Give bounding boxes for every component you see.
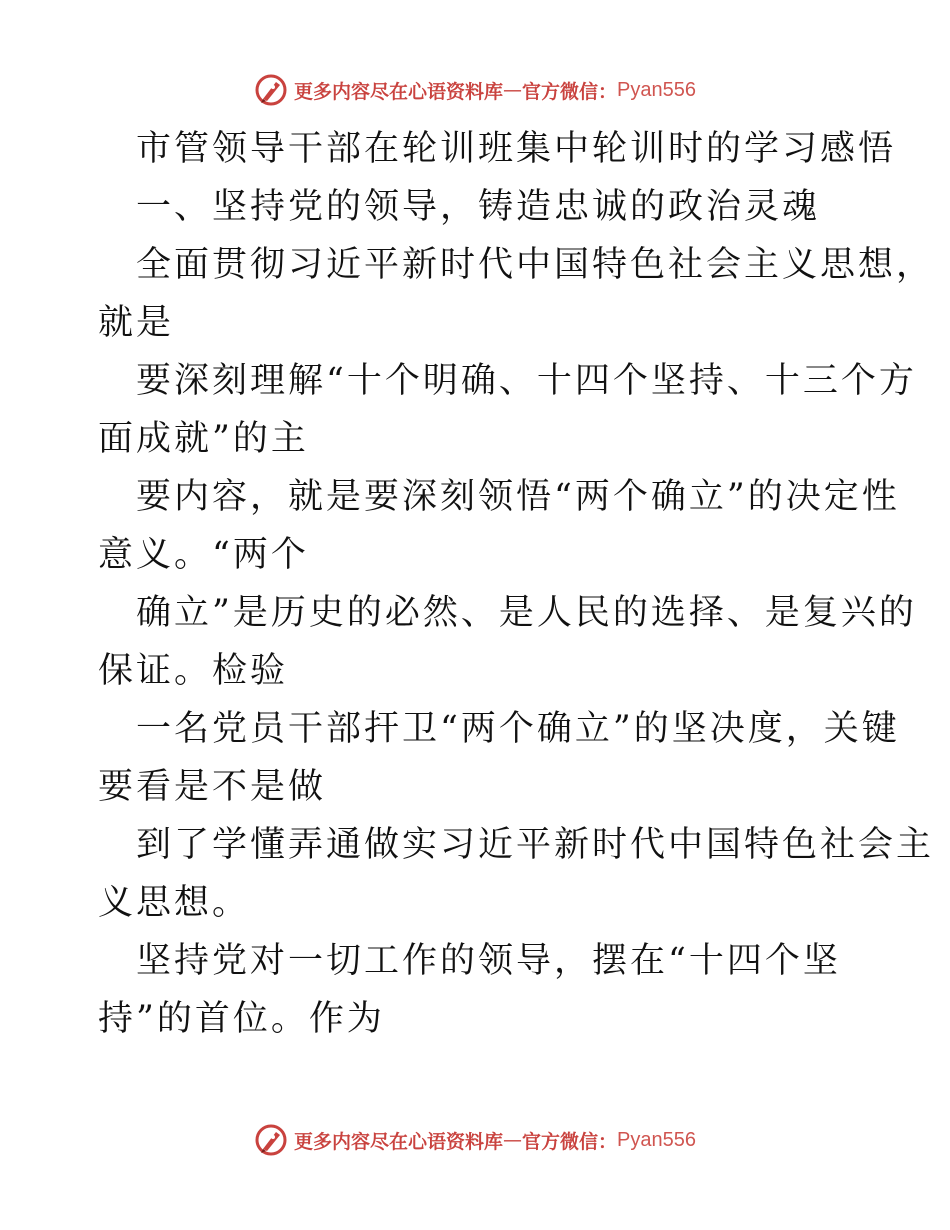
section-heading: 一、坚持党的领导，铸造忠诚的政治灵魂 [136, 187, 821, 227]
watermark-wechat-label: 官方微信： [522, 1130, 618, 1153]
text-line: 到了学懂弄通做实习近平新时代中国特色社会主 [136, 825, 935, 865]
text-line: 全面贯彻习近平新时代中国特色社会主义思想， [136, 245, 935, 285]
text-line: 要看是不是做 [98, 767, 327, 807]
text-line: 要深刻理解“十个明确、十四个坚持、十三个方 [136, 361, 917, 401]
text-line: 一名党员干部扞卫“两个确立”的坚决度，关键 [136, 709, 900, 749]
pen-nib-logo-icon [254, 1123, 288, 1157]
text-line: 面成就”的主 [98, 419, 309, 459]
text-line: 确立”是历史的必然、是人民的选择、是复兴的 [136, 593, 917, 633]
watermark-main-text: 更多内容尽在心语资料库 [294, 1130, 504, 1153]
pen-nib-logo-icon [254, 73, 288, 107]
text-line: 要内容，就是要深刻领悟“两个确立”的决定性 [136, 477, 900, 517]
text-line: 义思想。 [98, 883, 251, 923]
watermark-wechat-label: 官方微信： [522, 80, 618, 103]
text-line: 就是 [98, 303, 175, 343]
footer-watermark [0, 1120, 950, 1160]
watermark-dash: — [503, 1129, 523, 1151]
text-line: 意义。“两个 [98, 535, 309, 575]
watermark-wechat-id: Pyan556 [617, 78, 696, 101]
watermark-dash: — [503, 79, 523, 101]
text-line: 保证。检验 [98, 651, 289, 691]
document-title: 市管领导干部在轮训班集中轮训时的学习感悟 [136, 129, 897, 169]
text-line: 持”的首位。作为 [98, 999, 385, 1039]
header-watermark [0, 70, 950, 110]
text-line: 坚持党对一切工作的领导，摆在“十四个坚 [136, 941, 841, 981]
watermark-main-text: 更多内容尽在心语资料库 [294, 80, 504, 103]
watermark-wechat-id: Pyan556 [617, 1128, 696, 1151]
